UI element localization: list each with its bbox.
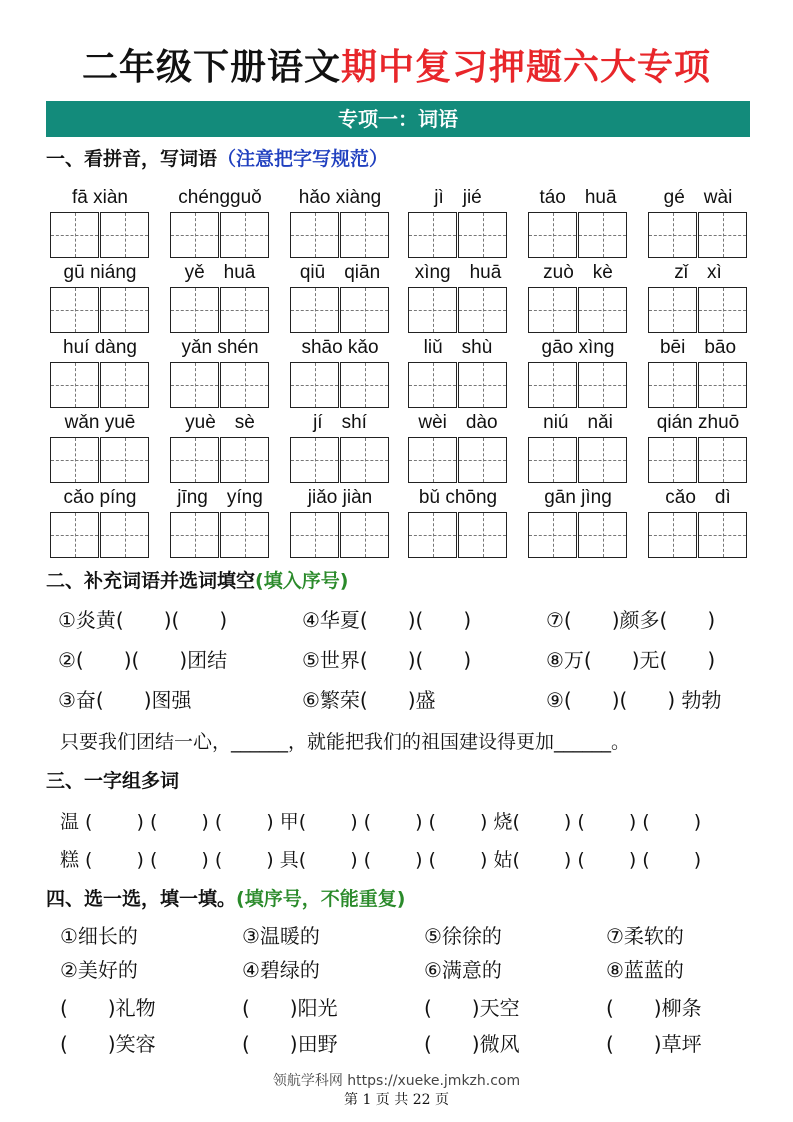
pinyin-cell <box>646 336 750 410</box>
pinyin-label: zuò kè <box>543 262 613 283</box>
writing-boxes[interactable] <box>50 512 150 558</box>
writing-boxes[interactable] <box>50 362 150 408</box>
idiom-item: ③奋( )图强 <box>58 688 192 712</box>
pinyin-label: huí dàng <box>63 337 137 358</box>
pinyin-cell <box>646 411 750 485</box>
pinyin-label: gāo xìng <box>541 337 615 358</box>
idiom-item: ⑥繁荣( )盛 <box>302 688 436 712</box>
writing-boxes[interactable] <box>528 212 628 258</box>
pinyin-label: jì jié <box>434 187 482 208</box>
pinyin-cell <box>168 261 272 335</box>
pinyin-label: bēi bāo <box>659 337 737 358</box>
pinyin-label: yě huā <box>184 262 256 283</box>
pinyin-label: gū niáng <box>63 262 137 283</box>
pinyin-cell <box>168 486 272 560</box>
pinyin-label: zǐ xì <box>674 262 722 283</box>
pinyin-cell <box>48 336 152 410</box>
writing-boxes[interactable] <box>408 362 508 408</box>
section2-heading <box>46 568 348 594</box>
option-item: ③温暖的 <box>242 924 320 948</box>
pinyin-label: bǔ chōng <box>418 487 498 508</box>
pinyin-cell <box>288 486 392 560</box>
pinyin-cell <box>168 336 272 410</box>
pinyin-label: cǎo píng <box>63 487 137 508</box>
pinyin-label: hǎo xiàng <box>298 187 382 208</box>
pinyin-cell <box>168 186 272 260</box>
pinyin-cell <box>526 411 630 485</box>
pinyin-cell <box>646 486 750 560</box>
blank-item: ( )阳光 <box>242 996 338 1020</box>
title-topic: 期中复习押题六大专项 <box>341 47 712 88</box>
writing-boxes[interactable] <box>528 362 628 408</box>
blank-item: ( )草坪 <box>606 1032 702 1056</box>
pinyin-cell <box>646 186 750 260</box>
pinyin-row-5 <box>48 486 752 560</box>
title-grade: 二年级下册语文 <box>81 47 341 88</box>
option-item: ②美好的 <box>60 958 138 982</box>
idiom-item: ①炎黄( )( ) <box>58 608 228 632</box>
writing-boxes[interactable] <box>408 437 508 483</box>
section1-heading <box>46 146 388 172</box>
pinyin-label: shāo kǎo <box>301 337 379 358</box>
pinyin-cell <box>48 486 152 560</box>
writing-boxes[interactable] <box>50 212 150 258</box>
pinyin-label: táo huā <box>539 187 617 208</box>
pinyin-row-4 <box>48 411 752 485</box>
section1-title: 一、看拼音，写词语 <box>46 148 218 170</box>
pinyin-row-2 <box>48 261 752 335</box>
pinyin-label: gān jìng <box>544 487 612 508</box>
writing-boxes[interactable] <box>528 437 628 483</box>
writing-boxes[interactable] <box>408 512 508 558</box>
writing-boxes[interactable] <box>648 512 748 558</box>
section2-title: 二、补充词语并选词填空 <box>46 570 256 592</box>
pinyin-cell <box>406 486 510 560</box>
fill-in-sentence: 只要我们团结一心，______，就能把我们的祖国建设得更加______。 <box>60 731 631 753</box>
option-item: ④碧绿的 <box>242 958 320 982</box>
pinyin-cell <box>288 336 392 410</box>
idiom-item: ④华夏( )( ) <box>302 608 472 632</box>
pinyin-label: liǔ shù <box>423 337 493 358</box>
page-title <box>0 44 793 92</box>
pinyin-cell <box>288 186 392 260</box>
writing-boxes[interactable] <box>648 287 748 333</box>
page-number: 第 1 页 共 22 页 <box>344 1092 449 1108</box>
pinyin-cell <box>168 411 272 485</box>
writing-boxes[interactable] <box>290 212 390 258</box>
pinyin-cell <box>526 261 630 335</box>
section-banner: 专项一：词语 <box>46 101 750 137</box>
pinyin-label: gé wài <box>663 187 733 208</box>
idiom-item: ⑨( )( ) 勃勃 <box>546 688 722 712</box>
section4-note: (填序号，不能重复) <box>236 888 406 910</box>
pinyin-cell <box>406 336 510 410</box>
section4-title: 四、选一选，填一填。 <box>46 888 237 910</box>
pinyin-cell <box>48 411 152 485</box>
blank-item: ( )田野 <box>242 1032 338 1056</box>
pinyin-label: wǎn yuē <box>64 412 136 433</box>
option-item: ①细长的 <box>60 924 138 948</box>
writing-boxes[interactable] <box>290 512 390 558</box>
pinyin-label: wèi dào <box>418 412 498 433</box>
pinyin-label: cǎo dì <box>665 487 731 508</box>
idiom-item: ②( )( )团结 <box>58 648 228 672</box>
writing-boxes[interactable] <box>50 437 150 483</box>
writing-boxes[interactable] <box>290 437 390 483</box>
section3-heading <box>46 768 179 794</box>
pinyin-label: fā xiàn <box>72 187 128 208</box>
pinyin-label: chéngguǒ <box>178 187 262 208</box>
writing-boxes[interactable] <box>648 437 748 483</box>
writing-boxes[interactable] <box>528 512 628 558</box>
blank-item: ( )礼物 <box>60 996 156 1020</box>
pinyin-row-1 <box>48 186 752 260</box>
writing-boxes[interactable] <box>170 287 270 333</box>
pinyin-label: qián zhuō <box>656 412 740 433</box>
pinyin-label: xìng huā <box>414 262 502 283</box>
writing-boxes[interactable] <box>170 512 270 558</box>
watermark-text: 领航学科网 https://xueke.jmkzh.com <box>272 1073 521 1089</box>
writing-boxes[interactable] <box>408 287 508 333</box>
writing-boxes[interactable] <box>290 287 390 333</box>
idiom-item: ⑤世界( )( ) <box>302 648 472 672</box>
pinyin-cell <box>288 261 392 335</box>
writing-boxes[interactable] <box>648 212 748 258</box>
option-item: ⑥满意的 <box>424 958 502 982</box>
idiom-item: ⑦( )颜多( ) <box>546 608 716 632</box>
option-item: ⑦柔软的 <box>606 924 684 948</box>
section4-heading <box>46 886 405 912</box>
pinyin-label: jiǎo jiàn <box>307 487 373 508</box>
pinyin-cell <box>406 261 510 335</box>
pinyin-label: qiū qiān <box>299 262 381 283</box>
blank-item: ( )天空 <box>424 996 520 1020</box>
writing-boxes[interactable] <box>50 287 150 333</box>
writing-boxes[interactable] <box>528 287 628 333</box>
word-group-line: 温 ( ) ( ) ( ) 甲( ) ( ) ( ) 烧( ) ( ) ( ) <box>60 811 702 833</box>
writing-boxes[interactable] <box>170 437 270 483</box>
blank-item: ( )微风 <box>424 1032 520 1056</box>
writing-boxes[interactable] <box>290 362 390 408</box>
pinyin-cell <box>406 411 510 485</box>
pinyin-label: jīng yíng <box>177 487 263 508</box>
pinyin-row-3 <box>48 336 752 410</box>
pinyin-cell <box>48 261 152 335</box>
pinyin-cell <box>406 186 510 260</box>
pinyin-label: yuè sè <box>185 412 255 433</box>
option-item: ⑤徐徐的 <box>424 924 502 948</box>
pinyin-cell <box>526 486 630 560</box>
section3-title: 三、一字组多词 <box>46 770 180 792</box>
blank-item: ( )笑容 <box>60 1032 156 1056</box>
pinyin-label: niú nǎi <box>543 412 613 433</box>
pinyin-cell <box>48 186 152 260</box>
section1-note: （注意把字写规范） <box>217 148 389 170</box>
pinyin-cell <box>646 261 750 335</box>
pinyin-cell <box>526 336 630 410</box>
pinyin-cell <box>288 411 392 485</box>
writing-boxes[interactable] <box>648 362 748 408</box>
pinyin-label: yǎn shén <box>181 337 259 358</box>
pinyin-label: jí shí <box>313 412 367 433</box>
blank-item: ( )柳条 <box>606 996 702 1020</box>
option-item: ⑧蓝蓝的 <box>606 958 684 982</box>
writing-boxes[interactable] <box>170 362 270 408</box>
idiom-item: ⑧万( )无( ) <box>546 648 716 672</box>
section2-note: (填入序号) <box>255 570 349 592</box>
writing-boxes[interactable] <box>408 212 508 258</box>
pinyin-cell <box>526 186 630 260</box>
writing-boxes[interactable] <box>170 212 270 258</box>
word-group-line: 糕 ( ) ( ) ( ) 具( ) ( ) ( ) 姑( ) ( ) ( ) <box>60 849 702 871</box>
